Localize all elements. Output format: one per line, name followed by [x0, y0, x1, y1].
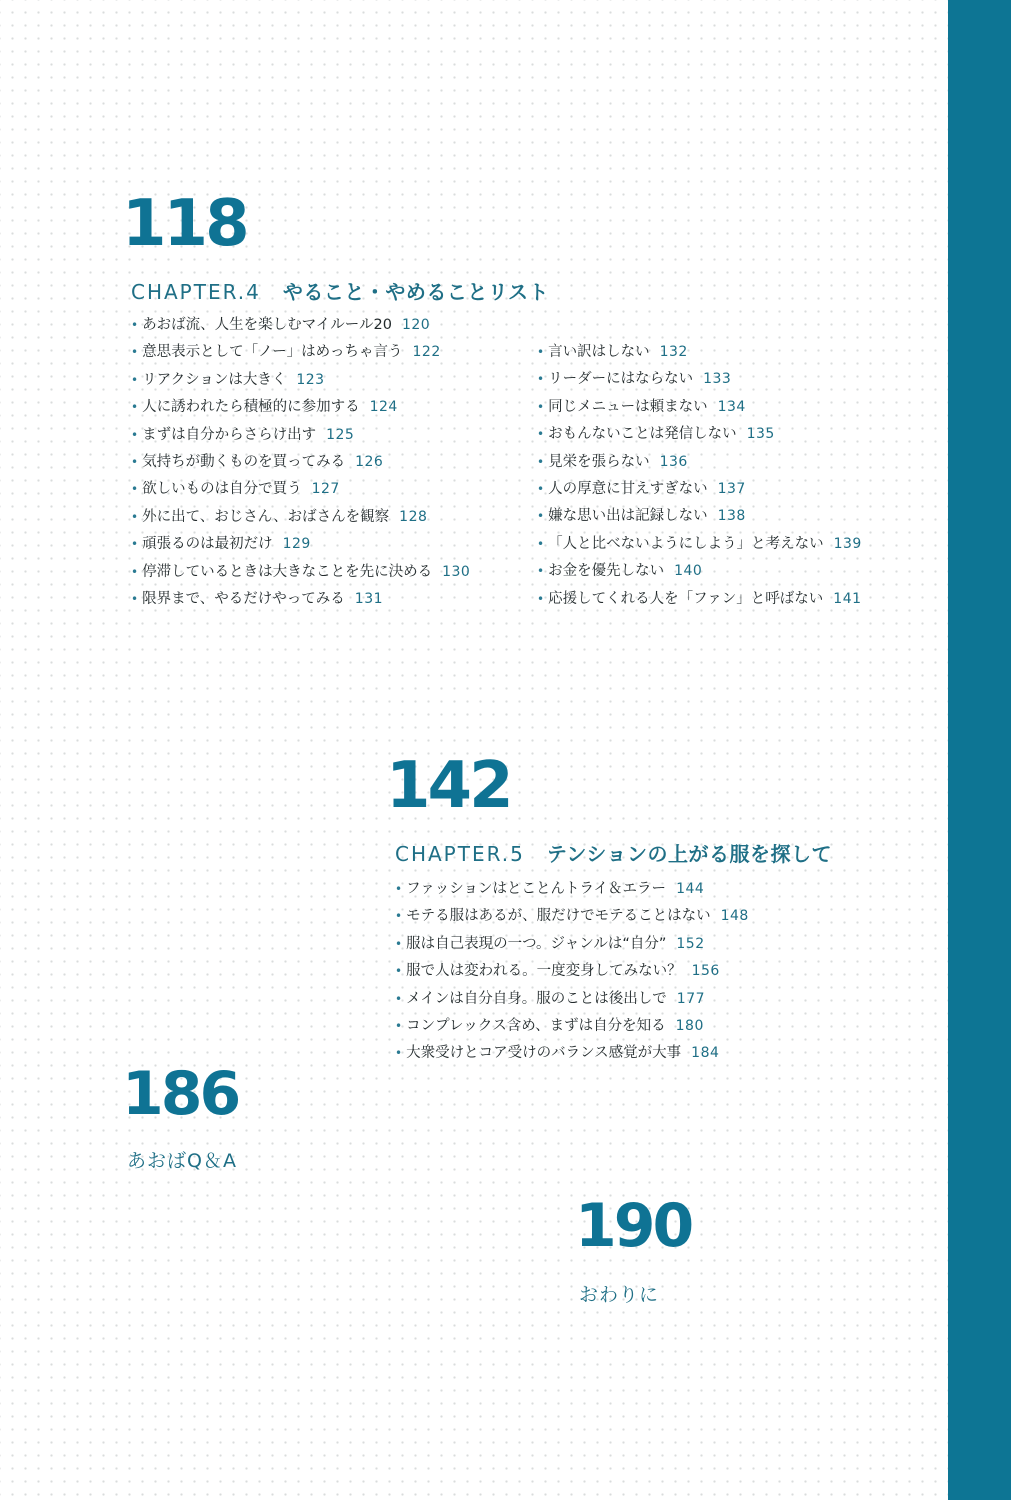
chapter5-page-number: 142 [386, 749, 511, 823]
toc-item[interactable]: • ファッションはとことんトライ＆エラー 144 [395, 876, 749, 903]
toc-item[interactable]: • リーダーにはならない 133 [537, 366, 862, 393]
toc-item[interactable]: • 「人と比べないようにしよう」と考えない 139 [537, 531, 862, 558]
qa-page-number: 186 [122, 1059, 239, 1129]
toc-item[interactable]: • 人の厚意に甘えすぎない 137 [537, 476, 862, 503]
qa-title[interactable]: あおばQ＆A [127, 1150, 237, 1172]
toc-item[interactable]: • モテる服はあるが、服だけでモテることはない 148 [395, 903, 749, 930]
chapter4-label: CHAPTER.4 [131, 280, 261, 304]
chapter5-title: テンションの上がる服を探して [546, 842, 832, 866]
toc-item[interactable]: • コンプレックス含め、まずは自分を知る 180 [395, 1013, 749, 1040]
chapter4-number [122, 187, 247, 261]
toc-item[interactable]: • お金を優先しない 140 [537, 558, 862, 585]
chapter4-heading[interactable] [131, 276, 549, 305]
toc-item[interactable]: • リアクションは大きく 123 [131, 367, 470, 394]
toc-item[interactable]: • 意思表示として「ノー」はめっちゃ言う 122 [131, 339, 470, 366]
outro-number [575, 1191, 692, 1261]
toc-item[interactable]: • 頑張るのは最初だけ 129 [131, 531, 470, 558]
toc-item[interactable]: • メインは自分自身。服のことは後出しで 177 [395, 986, 749, 1013]
chapter4-title: やること・やめることリスト [282, 280, 549, 304]
toc-item[interactable]: • 服で人は変われる。一度変身してみない？ 156 [395, 958, 749, 985]
toc-item[interactable]: • 人に誘われたら積極的に参加する 124 [131, 394, 470, 421]
toc-item[interactable]: • 服は自己表現の一つ。ジャンルは“自分” 152 [395, 931, 749, 958]
toc-item[interactable]: • 外に出て、おじさん、おばさんを観察 128 [131, 504, 470, 531]
qa-number [122, 1059, 239, 1129]
chapter5-list [395, 876, 749, 1068]
toc-item[interactable]: • 停滞しているときは大きなことを先に決める 130 [131, 559, 470, 586]
chapter4-page-number: 118 [122, 187, 247, 261]
toc-item[interactable]: • まずは自分からさらけ出す 125 [131, 422, 470, 449]
toc-item[interactable]: • 欲しいものは自分で買う 127 [131, 476, 470, 503]
chapter5-number [386, 749, 511, 823]
chapter5-label: CHAPTER.5 [395, 842, 525, 866]
chapter4-right-list [537, 339, 862, 613]
toc-item[interactable]: • 気持ちが動くものを買ってみる 126 [131, 449, 470, 476]
toc-item[interactable]: • 見栄を張らない 136 [537, 449, 862, 476]
toc-item[interactable]: • 大衆受けとコア受けのバランス感覚が大事 184 [395, 1040, 749, 1067]
toc-item[interactable]: • 応援してくれる人を「ファン」と呼ばない 141 [537, 586, 862, 613]
outro-title[interactable]: おわりに [579, 1284, 660, 1306]
toc-item[interactable]: • おもんないことは発信しない 135 [537, 421, 862, 448]
chapter4-left-list [131, 312, 470, 613]
toc-item[interactable]: • あおば流、人生を楽しむマイルール20 120 [131, 312, 470, 339]
toc-item[interactable]: • 限界まで、やるだけやってみる 131 [131, 586, 470, 613]
outro-page-number: 190 [575, 1191, 692, 1261]
toc-item[interactable]: • 同じメニューは頼まない 134 [537, 394, 862, 421]
side-color-band [948, 0, 1011, 1500]
chapter5-heading[interactable] [395, 838, 832, 867]
toc-item[interactable]: • 言い訳はしない 132 [537, 339, 862, 366]
toc-item[interactable]: • 嫌な思い出は記録しない 138 [537, 503, 862, 530]
